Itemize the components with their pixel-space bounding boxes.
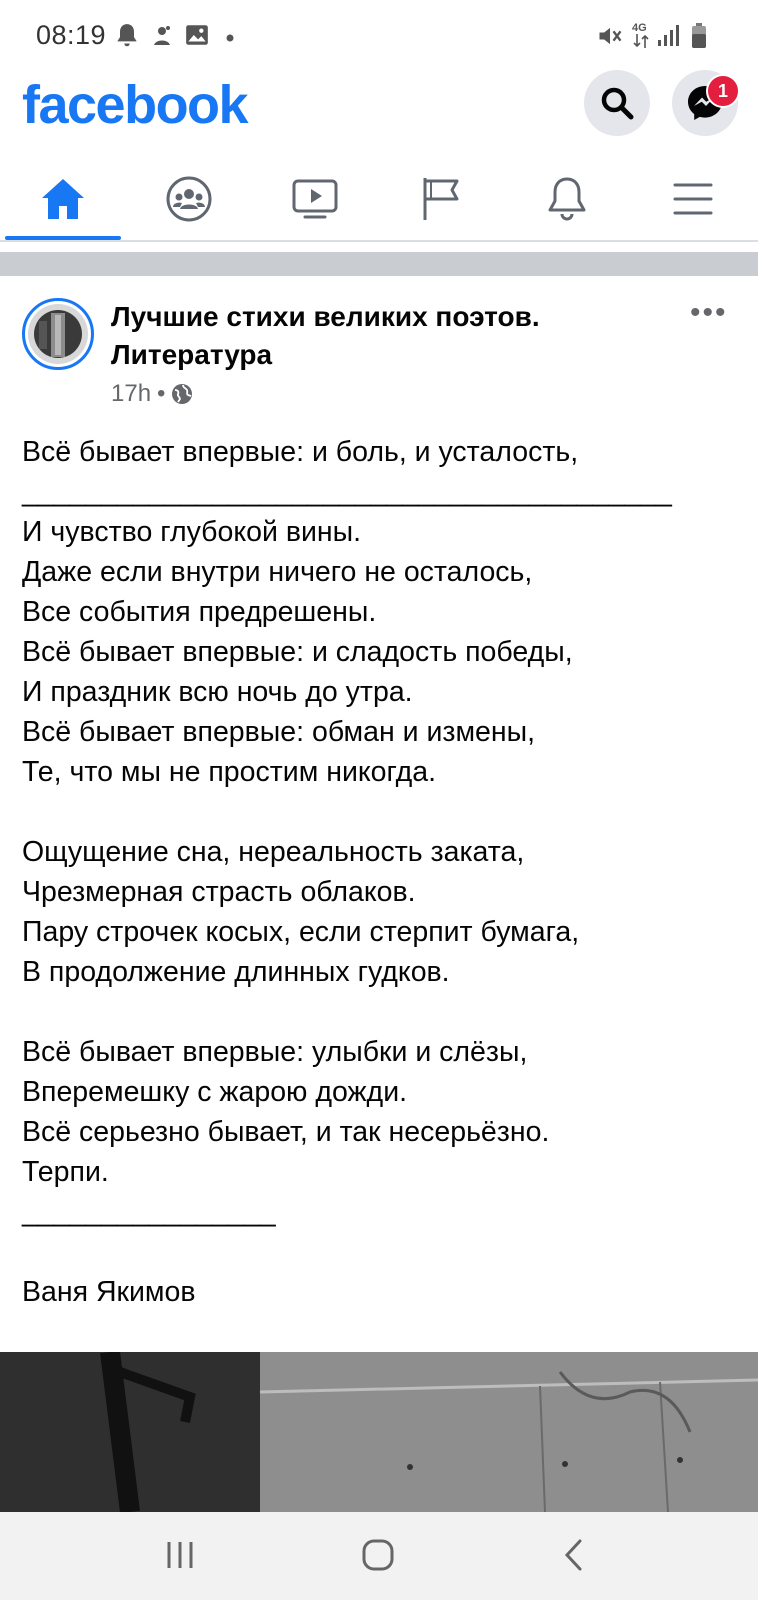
post-image[interactable] — [0, 1352, 758, 1512]
messenger-badge: 1 — [706, 74, 740, 108]
post-line: И чувство глубокой вины. — [22, 516, 362, 548]
mute-icon — [596, 22, 624, 55]
post-line: Даже если внутри ничего не осталось, — [22, 556, 533, 588]
dot-icon — [226, 31, 236, 49]
post-line: Все события предрешены. — [22, 596, 377, 628]
system-navigation-bar — [0, 1512, 758, 1600]
post-line: Пару строчек косых, если стерпит бумага, — [22, 916, 580, 948]
bell-icon — [545, 175, 589, 228]
post-line: ________________ — [22, 1196, 276, 1228]
battery-icon — [690, 22, 708, 55]
search-button[interactable] — [584, 70, 650, 136]
post-line: Всё бывает впервые: улыбки и слёзы, — [22, 1036, 528, 1068]
bell-icon — [114, 22, 140, 55]
post-line: Всё серьезно бывает, и так несерьёзно. — [22, 1116, 550, 1148]
post-line: Всё бывает впервые: обман и измены, — [22, 716, 536, 748]
home-circle-icon[interactable] — [361, 1538, 395, 1577]
globe-icon — [171, 383, 193, 405]
post-meta — [111, 380, 193, 408]
tab-menu[interactable] — [630, 162, 756, 240]
status-time: 08:19 — [36, 20, 107, 50]
post-line — [22, 792, 742, 832]
post-line: Всё бывает впервые: и сладость победы, — [22, 636, 573, 668]
pinwheel-icon — [150, 22, 174, 55]
post-line: И праздник всю ночь до утра. — [22, 676, 413, 708]
tab-notifications[interactable] — [504, 162, 630, 240]
video-icon — [291, 177, 339, 226]
post-author[interactable]: Лучшие стихи великих поэтов. Литература — [111, 301, 540, 370]
groups-icon — [165, 175, 213, 228]
signal-icon — [656, 22, 684, 53]
meta-separator: • — [157, 380, 166, 407]
image-icon — [184, 22, 210, 53]
menu-icon — [672, 181, 714, 222]
post-line: Ощущение сна, нереальность заката, — [22, 836, 525, 868]
tab-watch[interactable] — [252, 162, 378, 240]
nav-divider — [0, 240, 758, 242]
post-line: Те, что мы не простим никогда. — [22, 756, 437, 788]
flag-icon — [419, 175, 463, 228]
post-line: _________________________________________ — [22, 476, 672, 508]
facebook-logo[interactable]: facebook — [22, 75, 248, 135]
post-line: Терпи. — [22, 1156, 109, 1188]
tab-groups[interactable] — [126, 162, 252, 240]
tab-home[interactable] — [0, 162, 126, 240]
back-icon[interactable] — [562, 1538, 586, 1577]
post-time[interactable]: 17h — [111, 380, 152, 407]
recents-icon[interactable] — [164, 1540, 196, 1575]
search-icon — [599, 85, 635, 126]
post-line: Вперемешку с жарою дожди. — [22, 1076, 408, 1108]
post-line — [22, 992, 742, 1032]
post-line: В продолжение длинных гудков. — [22, 956, 450, 988]
status-bar — [0, 0, 758, 72]
page-avatar[interactable] — [22, 298, 94, 370]
network-4g-icon — [632, 22, 650, 53]
post-line — [22, 1232, 742, 1272]
post-line: Ваня Якимов — [22, 1276, 196, 1308]
feed-separator — [0, 252, 758, 276]
tab-pages[interactable] — [378, 162, 504, 240]
post-line: Всё бывает впервые: и боль, и усталость, — [22, 436, 579, 468]
post-text — [22, 432, 742, 1312]
post-more-button[interactable] — [690, 296, 728, 330]
network-label: 4G — [632, 22, 647, 34]
more-icon: ••• — [690, 296, 728, 329]
home-icon — [39, 176, 87, 227]
post-line: Чрезмерная страсть облаков. — [22, 876, 416, 908]
